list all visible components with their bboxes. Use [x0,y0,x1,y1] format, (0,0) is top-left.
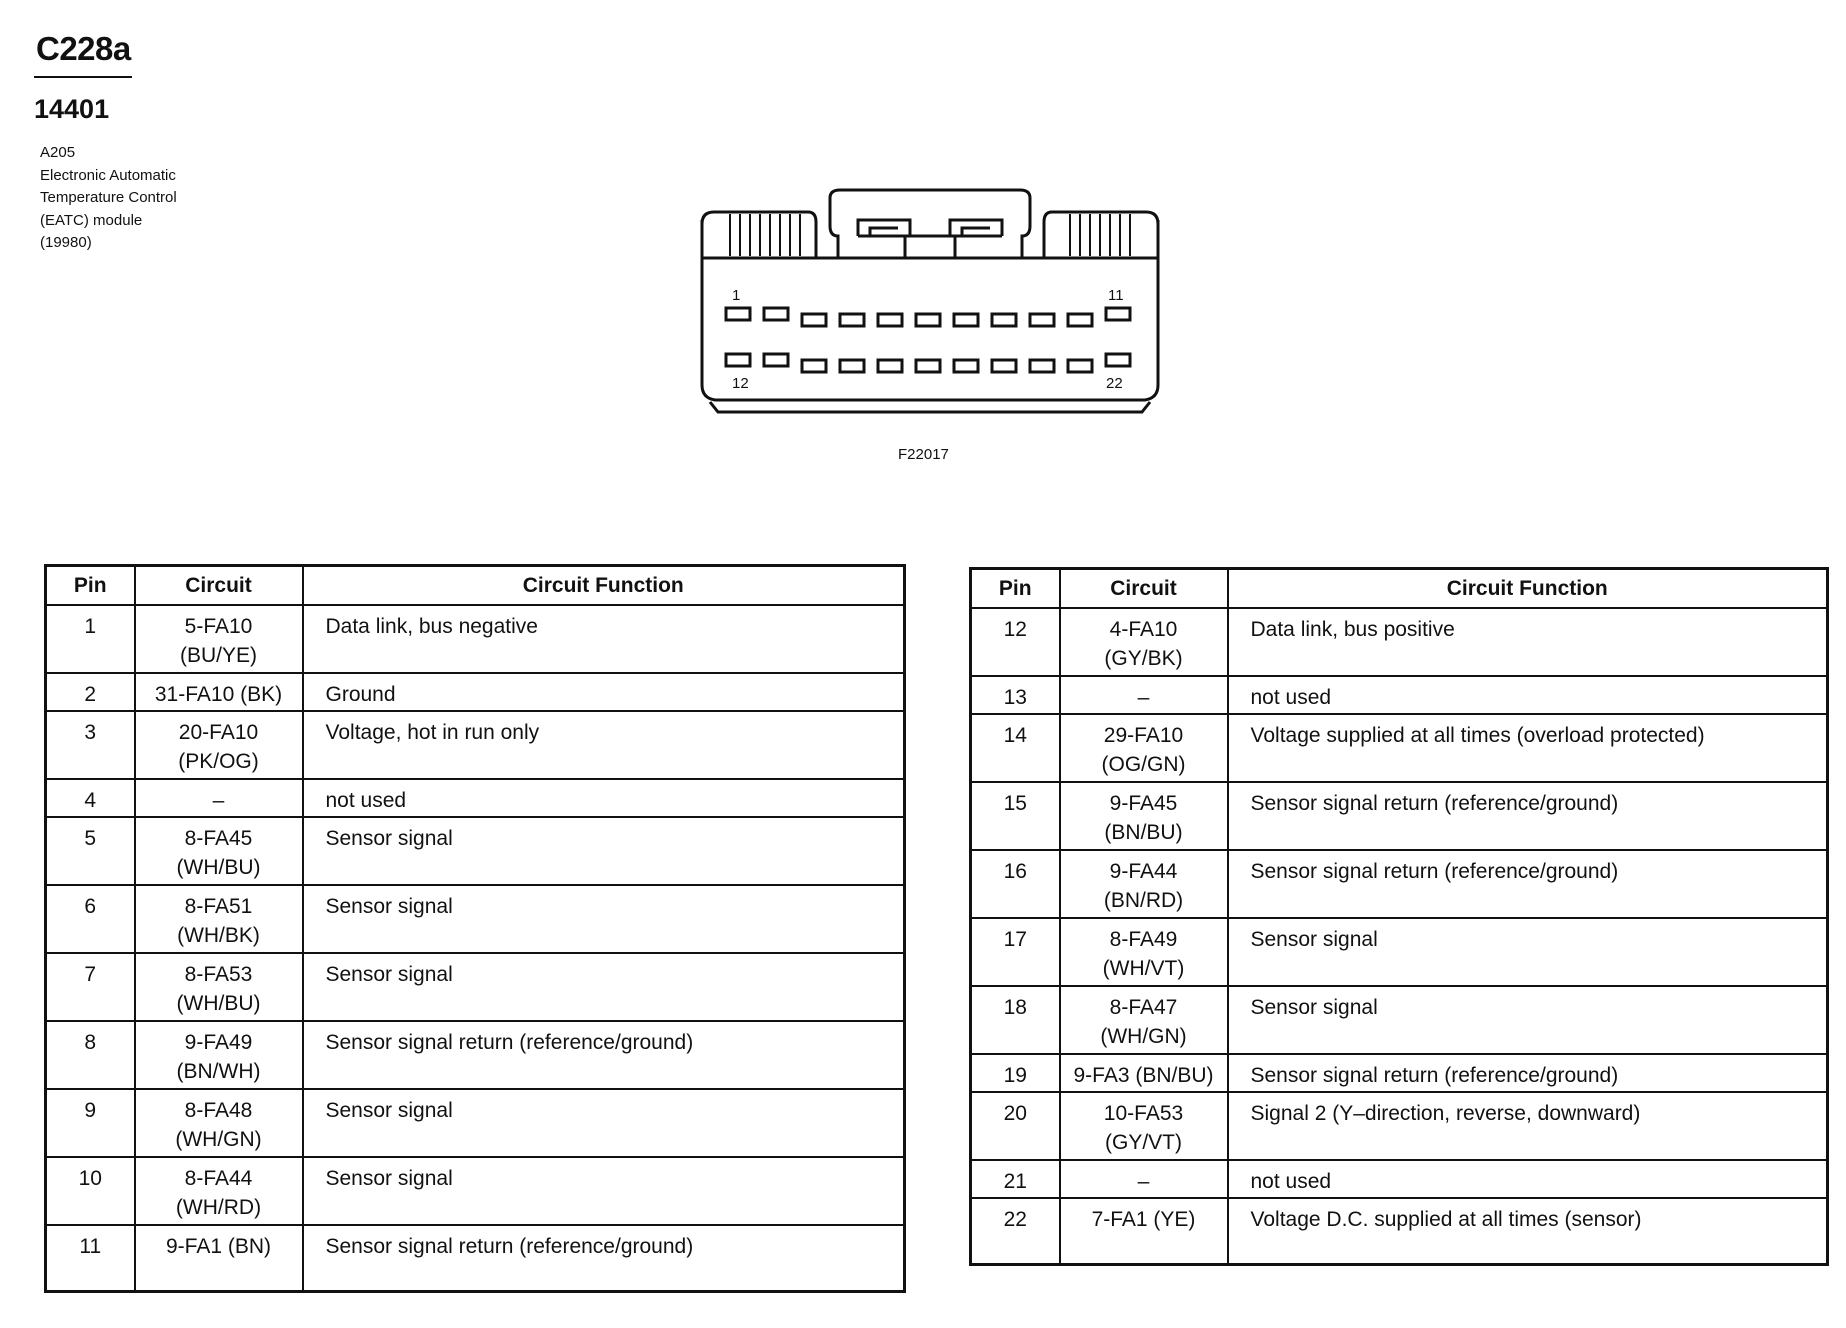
circuit-line: (BN/WH) [176,1060,261,1083]
circuit-cell [1060,1092,1228,1160]
function-cell: not used [1228,676,1828,714]
table-row [971,850,1828,918]
circuit-cell [135,1089,303,1157]
table-row [46,817,905,885]
table-row [971,918,1828,986]
circuit-cell [1060,714,1228,782]
table-row [46,711,905,779]
table-row [46,1089,905,1157]
circuit-line: – [1137,1170,1150,1193]
circuit-cell [135,711,303,779]
circuit-line: (BN/BU) [1104,821,1183,844]
component-line: (EATC) module [40,211,143,229]
function-cell: Sensor signal [303,817,905,885]
pin-cell: 22 [971,1198,1060,1265]
pin-cell: 15 [971,782,1060,850]
pin-label-11: 11 [1108,287,1124,304]
circuit-cell [135,779,303,817]
circuit-line: 31-FA10 (BK) [154,683,283,706]
pin-label-1: 1 [732,287,741,304]
pin-cell: 1 [46,605,135,673]
pin-cell: 5 [46,817,135,885]
pin-label-12: 12 [732,375,749,392]
pin-cell: 9 [46,1089,135,1157]
circuit-line: 4-FA10 [1109,618,1178,641]
circuit-line: 9-FA45 [1109,792,1178,815]
circuit-line: 8-FA49 [1109,928,1178,951]
circuit-line: 8-FA51 [184,895,253,918]
table-row [46,885,905,953]
table-row [971,714,1828,782]
circuit-cell [135,953,303,1021]
pin-cell: 20 [971,1092,1060,1160]
pin-cell: 18 [971,986,1060,1054]
circuit-line: 29-FA10 [1103,724,1184,747]
table-row [971,1092,1828,1160]
function-cell: not used [1228,1160,1828,1198]
table-row [971,676,1828,714]
component-line: A205 [40,144,76,161]
circuit-line: 10-FA53 [1103,1102,1184,1125]
circuit-line: 8-FA53 [184,963,253,986]
table-row [46,1157,905,1225]
circuit-line: (WH/GN) [1100,1025,1187,1048]
pin-cell: 14 [971,714,1060,782]
circuit-line: 7-FA1 (YE) [1091,1208,1196,1231]
component-line: Electronic Automatic [40,166,176,184]
circuit-line: – [212,789,225,812]
circuit-cell [1060,986,1228,1054]
circuit-cell [1060,782,1228,850]
function-cell: not used [303,779,905,817]
pin-cell: 10 [46,1157,135,1225]
function-cell: Sensor signal return (reference/ground) [303,1021,905,1089]
circuit-cell [1060,918,1228,986]
circuit-cell [135,1157,303,1225]
circuit-cell [1060,1160,1228,1198]
function-column-header: Circuit Function [1228,569,1828,609]
circuit-line: (PK/OG) [178,750,259,773]
table-row [46,1021,905,1089]
table-header-row [971,569,1828,609]
function-cell: Sensor signal [303,1089,905,1157]
component-line: (19980) [40,234,92,251]
circuit-cell [1060,676,1228,714]
pin-cell: 13 [971,676,1060,714]
function-cell: Sensor signal [1228,918,1828,986]
circuit-cell [1060,608,1228,676]
circuit-line: 9-FA3 (BN/BU) [1073,1064,1214,1087]
circuit-line: 8-FA48 [184,1099,253,1122]
circuit-cell [1060,1054,1228,1092]
circuit-line: 8-FA44 [184,1167,253,1190]
circuit-line: (GY/BK) [1104,647,1183,670]
pin-cell: 3 [46,711,135,779]
circuit-column-header: Circuit [135,566,303,606]
table-row [971,1054,1828,1092]
function-cell: Sensor signal return (reference/ground) [1228,1054,1828,1092]
function-cell: Ground [303,673,905,711]
function-cell: Sensor signal [303,885,905,953]
pin-label-22: 22 [1106,375,1123,392]
circuit-line: 8-FA45 [184,827,253,850]
function-cell: Sensor signal return (reference/ground) [1228,850,1828,918]
pin-cell: 4 [46,779,135,817]
circuit-cell [135,1225,303,1292]
table-row [46,953,905,1021]
circuit-line: – [1137,686,1150,709]
function-cell: Sensor signal return (reference/ground) [303,1225,905,1292]
pin-cell: 21 [971,1160,1060,1198]
circuit-cell [1060,850,1228,918]
pin-cell: 16 [971,850,1060,918]
circuit-line: 9-FA49 [184,1031,253,1054]
pin-cell: 17 [971,918,1060,986]
table-row [971,986,1828,1054]
pin-cell: 2 [46,673,135,711]
table-row [46,1225,905,1292]
function-cell: Voltage D.C. supplied at all times (sensor) [1228,1198,1828,1265]
table-header-row [46,566,905,606]
circuit-line: 9-FA1 (BN) [165,1235,272,1258]
function-cell: Data link, bus negative [303,605,905,673]
function-cell: Sensor signal [303,1157,905,1225]
pin-cell: 8 [46,1021,135,1089]
circuit-cell [135,1021,303,1089]
pin-cell: 7 [46,953,135,1021]
circuit-cell [135,605,303,673]
table-row [46,779,905,817]
connector-face-diagram [690,180,1170,420]
component-line: Temperature Control [40,189,177,206]
circuit-line: (BN/RD) [1103,889,1184,912]
pin-cell: 6 [46,885,135,953]
title-underline [34,76,132,78]
circuit-line: (BU/YE) [179,644,257,667]
pin-cell: 11 [46,1225,135,1292]
table-row [971,1198,1828,1265]
function-cell: Sensor signal return (reference/ground) [1228,782,1828,850]
function-cell: Sensor signal [303,953,905,1021]
connector-id-title: C228a [36,30,131,67]
circuit-line: (WH/BU) [176,856,261,879]
table-row [46,605,905,673]
circuit-column-header: Circuit [1060,569,1228,609]
component-description [40,142,177,255]
function-cell: Voltage, hot in run only [303,711,905,779]
pin-column-header: Pin [971,569,1060,609]
circuit-line: (WH/VT) [1102,957,1185,980]
function-cell: Data link, bus positive [1228,608,1828,676]
circuit-line: 20-FA10 [178,721,259,744]
circuit-cell [1060,1198,1228,1265]
table-row [971,782,1828,850]
circuit-line: (WH/BK) [177,924,260,947]
pinout-table-right [969,567,1829,1266]
circuit-line: 9-FA44 [1109,860,1178,883]
pinout-table-left [44,564,906,1293]
table-row [971,1160,1828,1198]
part-number: 14401 [34,94,110,124]
circuit-line: (OG/GN) [1101,753,1186,776]
circuit-line: (GY/VT) [1105,1131,1182,1154]
table-row [971,608,1828,676]
circuit-line: (WH/RD) [175,1196,262,1219]
pin-cell: 19 [971,1054,1060,1092]
circuit-cell [135,885,303,953]
circuit-cell [135,673,303,711]
pin-column-header: Pin [46,566,135,606]
function-cell: Voltage supplied at all times (overload protected) [1228,714,1828,782]
circuit-line: 8-FA47 [1109,996,1178,1019]
table-row [46,673,905,711]
function-cell: Sensor signal [1228,986,1828,1054]
figure-id: F22017 [898,446,949,463]
circuit-line: (WH/GN) [175,1128,262,1151]
function-column-header: Circuit Function [303,566,905,606]
function-cell: Signal 2 (Y–direction, reverse, downward) [1228,1092,1828,1160]
circuit-line: (WH/BU) [176,992,261,1015]
pin-cell: 12 [971,608,1060,676]
circuit-cell [135,817,303,885]
circuit-line: 5-FA10 [184,615,253,638]
